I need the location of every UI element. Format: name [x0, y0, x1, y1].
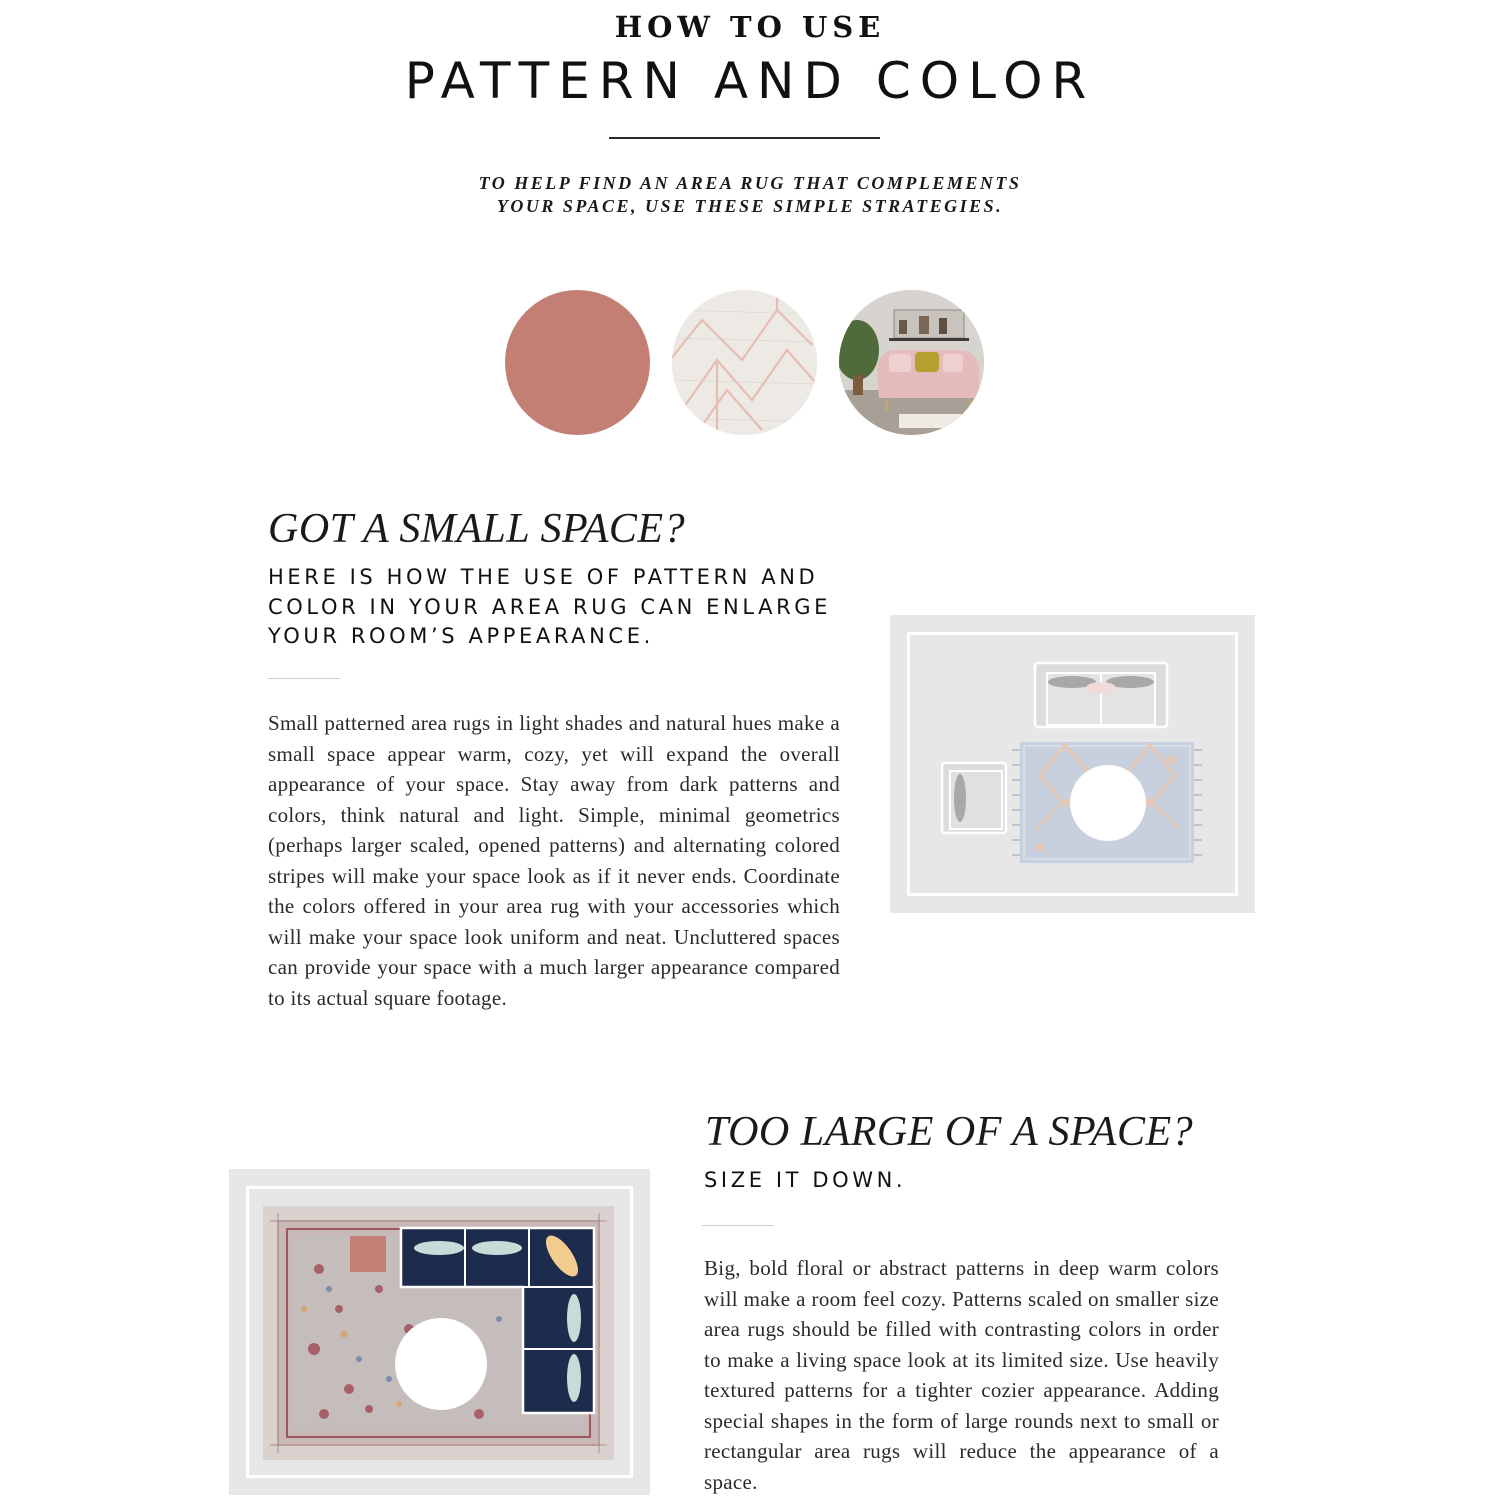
large-space-body: Big, bold floral or abstract patterns in deep warm colors will make a room feel cozy. Patterns scaled on smaller size area rugs should be filled with contrasting colors in order to make a living space look at its limited size. Use heavily textured patterns for a tighter cozier appearance. Adding special shapes in the form of large rounds next to small or rectangular area rugs will reduce the appearance of a space. — [704, 1256, 1219, 1494]
subheading-line: SIZE IT DOWN. — [704, 1168, 907, 1192]
intro-text — [0, 172, 1500, 218]
title-divider — [609, 137, 880, 139]
intro-line: YOUR SPACE, USE THESE SIMPLE STRATEGIES. — [496, 196, 1004, 216]
ottoman-icon — [350, 1236, 386, 1272]
large-space-subheading — [704, 1166, 906, 1196]
armchair-icon — [942, 763, 1006, 833]
small-space-body: Small patterned area rugs in light shades and natural hues make a small space appear warm, cozy, yet will expand the overall appearance of your space. Stay away from dark patterns and colors, think natural and light. Simple, minimal geometrics (perhaps larger scaled, opened patterns) and alternating colored stripes will make your space look as if it never ends. Coordinate the colors offered in your area rug with your accessories which will make your space look uniform and neat. Uncluttered spaces can provide your space with a much larger appearance compared to its actual square footage. — [268, 711, 840, 1010]
rug-texture-swatch — [672, 290, 817, 435]
large-space-layout — [229, 1169, 650, 1495]
large-space-diagram — [229, 1169, 650, 1495]
page-title: PATTERN AND COLOR — [404, 52, 1096, 110]
section-divider — [702, 1225, 774, 1226]
section-divider — [268, 678, 340, 679]
large-space-heading: TOO LARGE OF A SPACE? — [705, 1109, 1194, 1155]
room-photo-swatch — [839, 290, 984, 435]
area-rug-icon — [1020, 742, 1194, 863]
coffee-table-icon — [395, 1318, 487, 1410]
small-space-heading: GOT A SMALL SPACE? — [268, 506, 686, 552]
subheading-line: HERE IS HOW THE USE OF PATTERN AND — [268, 565, 819, 589]
kicker-title: HOW TO USE — [614, 10, 886, 44]
small-space-layout — [890, 615, 1255, 913]
small-space-diagram — [890, 615, 1255, 913]
room-illustration — [839, 290, 984, 435]
subheading-line: COLOR IN YOUR AREA RUG CAN ENLARGE — [268, 594, 832, 619]
color-swatch — [505, 290, 650, 435]
subheading-line: YOUR ROOM’S APPEARANCE. — [268, 624, 654, 648]
sofa-icon — [1035, 663, 1167, 727]
intro-line: TO HELP FIND AN AREA RUG THAT COMPLEMENTS — [478, 173, 1022, 193]
small-space-subheading — [268, 563, 831, 652]
rug-texture-pattern — [672, 290, 817, 435]
